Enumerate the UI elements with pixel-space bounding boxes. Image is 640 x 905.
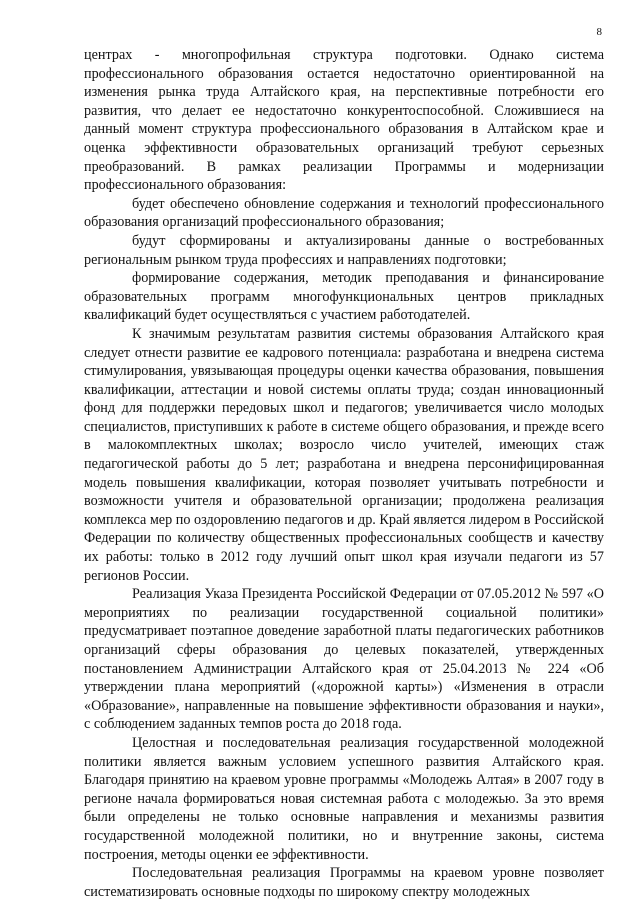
paragraph-labor-market-data: будут сформированы и актуализированы данные о востребованных региональным рынком труда профессиях и направлениях подготовки; bbox=[84, 232, 604, 268]
paragraph-vocational-system: центрах - многопрофильная структура подготовки. Однако система профессионального образования остается недостаточно ориентированной на изменения рынка труда Алтайского края, на перспективные потребности его развития, что делает ее недостаточно конкурентоспособной. Сложившиеся на данный момент структура профессионального образования в Алтайском крае и оценка эффективности образовательных организаций требуют серьезных преобразований. В рамках реализации Программы и модернизации профессионального образования: bbox=[84, 47, 604, 194]
paragraph-employer-participation: формирование содержания, методик преподавания и финансирование образовательных программ многофункциональных центров прикладных квалификаций будет осуществляться с участием работодателей. bbox=[84, 270, 604, 324]
paragraph-presidential-decree: Реализация Указа Президента Российской Федерации от 07.05.2012 № 597 «О мероприятиях по реализации государственной социальной политики» предусматривает поэтапное доведение заработной платы педагогических работников организаций сферы образования до целевых показателей, утвержденных постановлением Администрации Алтайского края от 25.04.2013 № 224 «Об утверждении плана мероприятий («дорожной карты») «Изменения в отрасли «Образование», направленные на повышение эффективности образования и науки», с соблюдением заданных темпов роста до 2018 года. bbox=[84, 586, 604, 733]
paragraph-content-update: будет обеспечено обновление содержания и технологий профессионального образования организаций профессионального образования; bbox=[84, 195, 604, 231]
document-body bbox=[84, 46, 604, 901]
page-number: 8 bbox=[596, 26, 602, 38]
paragraph-program-implementation: Последовательная реализация Программы на краевом уровне позволяет систематизировать основные подходы по широкому спектру молодежных bbox=[84, 865, 604, 900]
paragraph-staff-potential: К значимым результатам развития системы образования Алтайского края следует отнести развитие ее кадрового потенциала: разработана и внедрена система стимулирования, увязывающая процедуры оценки качества образования, повышения квалификации, аттестации и новой системы оплаты труда; создан инновационный фонд для поддержки передовых школ и педагогов; увеличивается число молодых специалистов, приступивших к работе в системе общего образования, и прежде всего в малокомплектных школах; возросло число учителей, имеющих стаж педагогической работы до 5 лет; разработана и внедрена персонифицированная модель повышения квалификации, которая позволяет учитывать потребности и возможности учителя и образовательной организации; продолжена реализация комплекса мер по оздоровлению педагогов и др. Край является лидером в Российской Федерации по количеству общественных профессиональных сообществ и качеству их работы: только в 2012 году лучший опыт школ края изучали педагоги из 57 регионов России. bbox=[84, 325, 604, 584]
paragraph-youth-policy: Целостная и последовательная реализация государственной молодежной политики является важным условием успешного развития Алтайского края. Благодаря принятию на краевом уровне программы «Молодежь Алтая» в 2007 году в регионе начала формироваться новая системная работа с молодежью. За это время были определены не только основные направления и механизмы развития государственной молодежной политики, но и внутренние законы, система построения, методы оценки ее эффективности. bbox=[84, 734, 604, 863]
